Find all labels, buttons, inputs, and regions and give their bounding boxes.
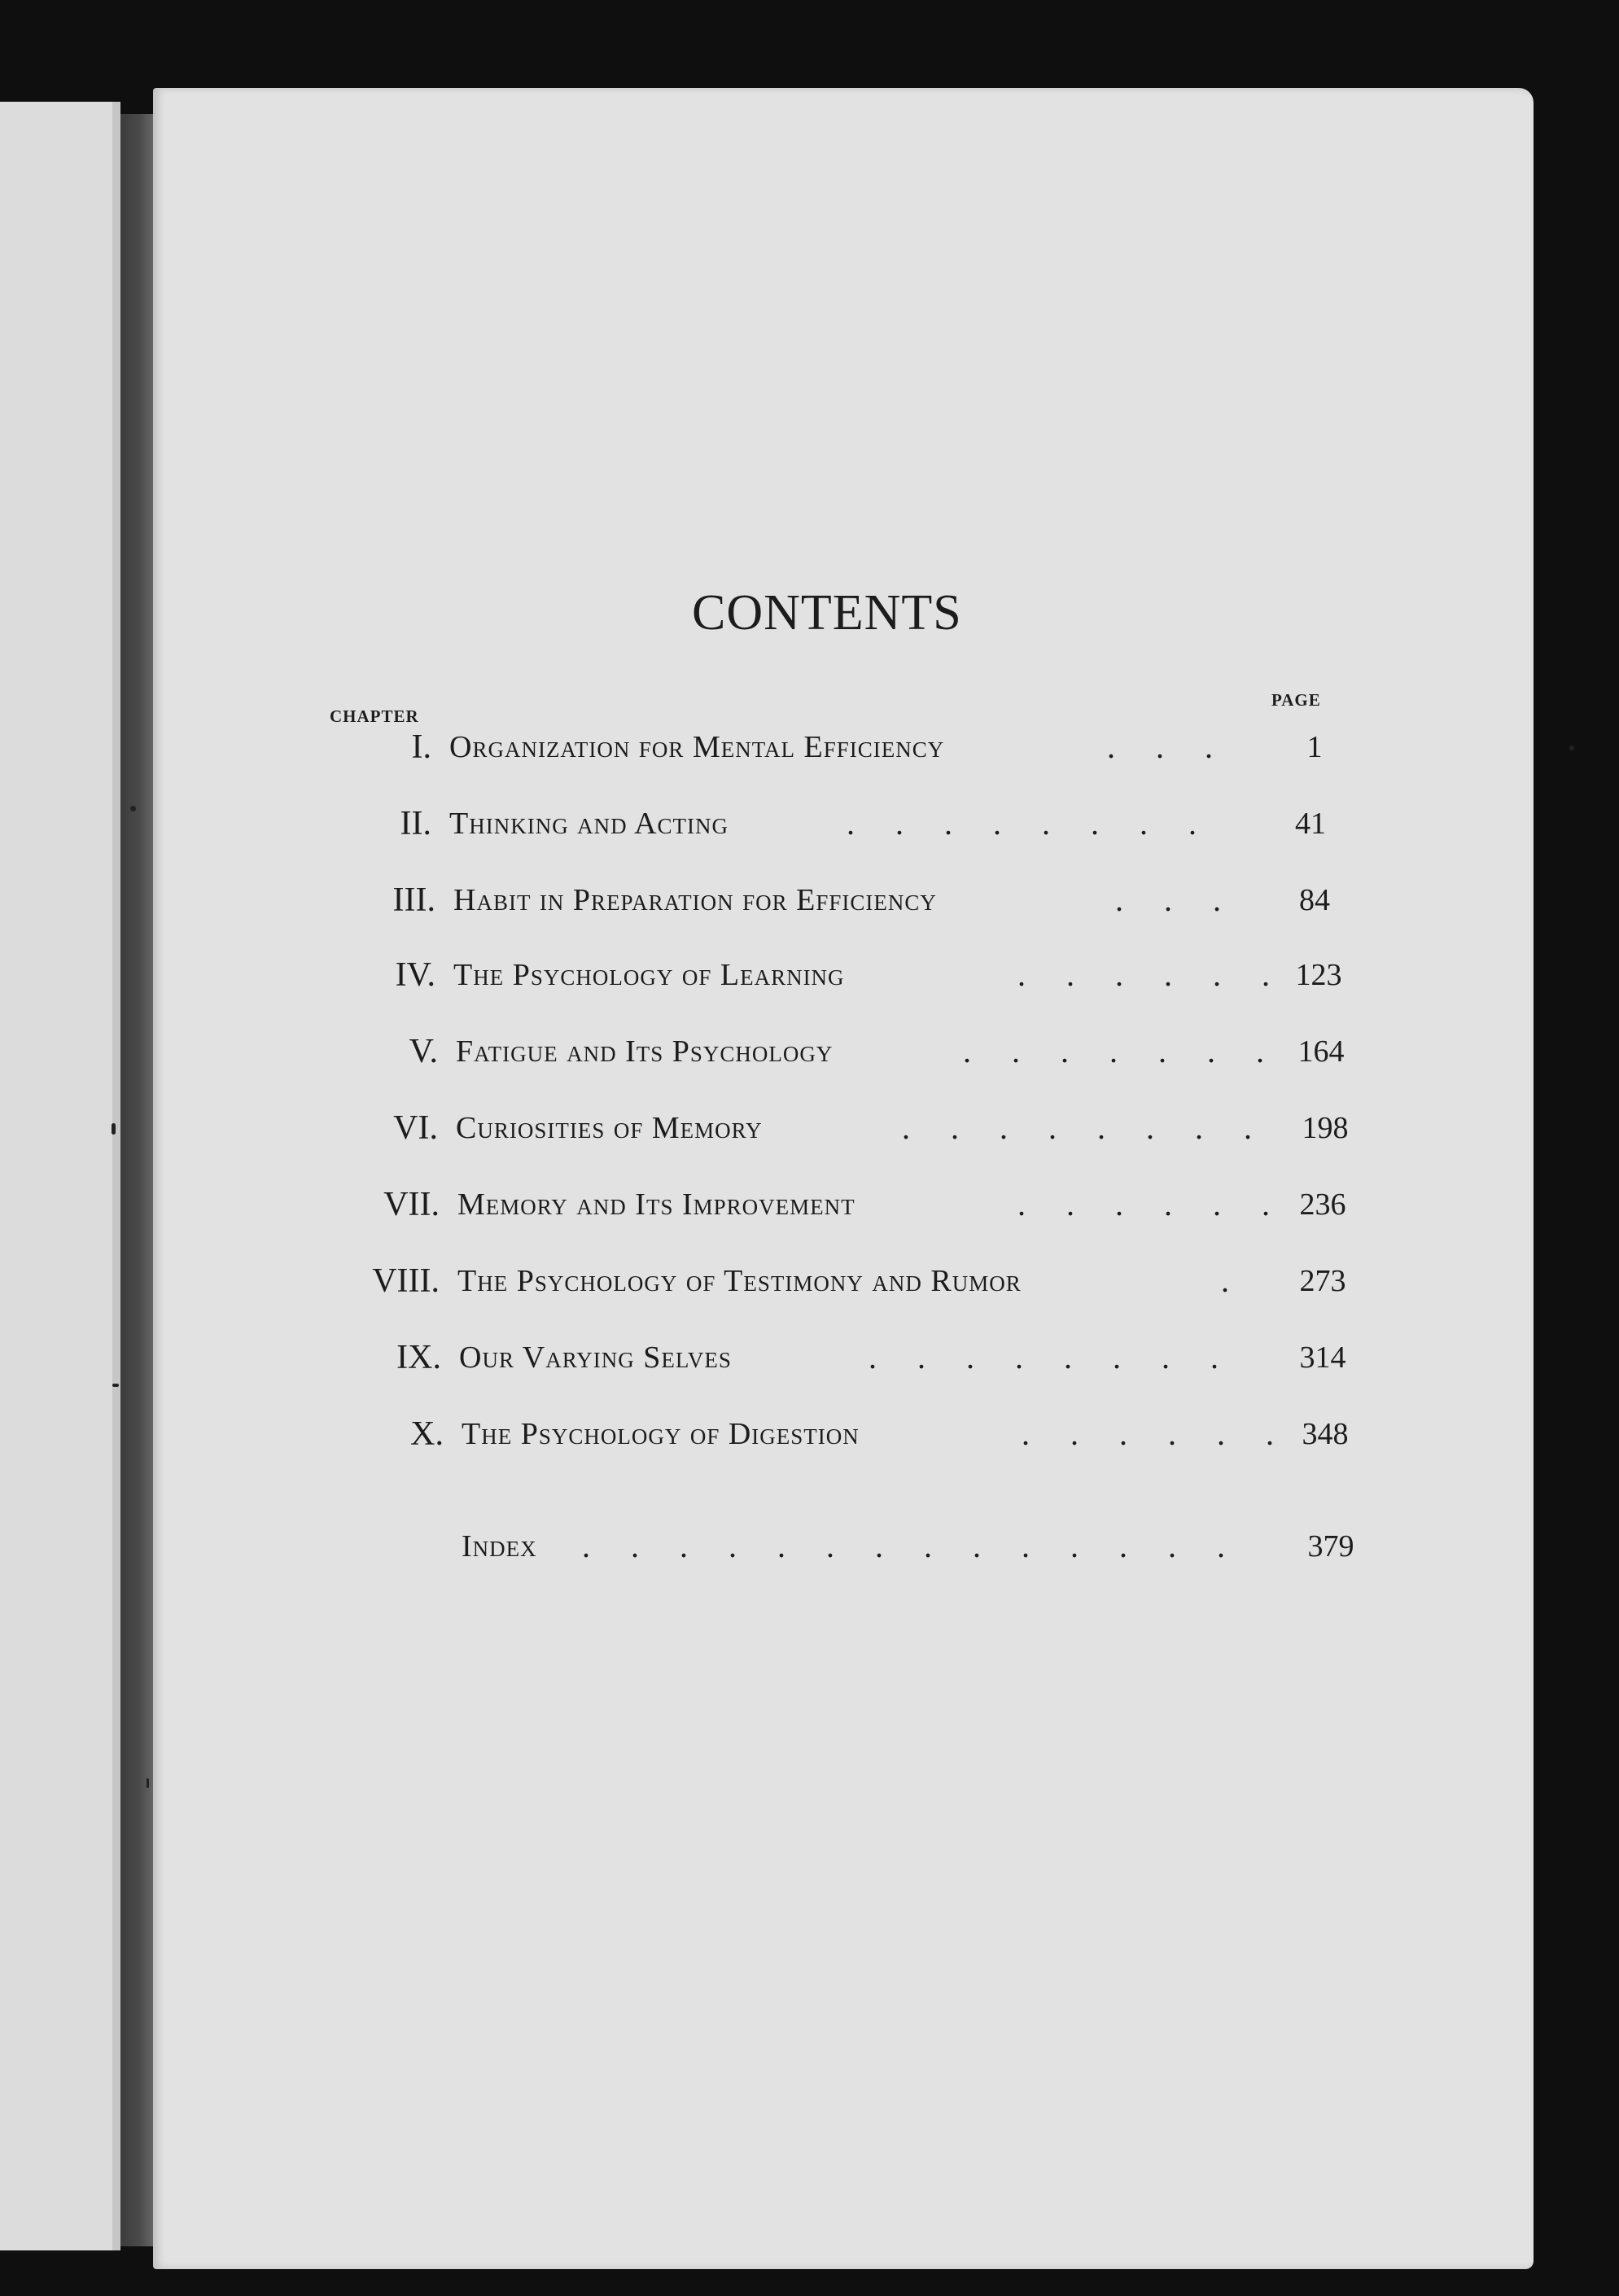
facing-page-edge	[0, 102, 120, 2250]
dot-leader: . . . . . . . . . . . . . .	[582, 1528, 1241, 1564]
toc-entry	[334, 1258, 1367, 1304]
chapter-title: Thinking and Acting	[449, 807, 729, 841]
page-number: 314	[1299, 1340, 1346, 1375]
chapter-number: V.	[409, 1033, 438, 1070]
page-number: 273	[1299, 1264, 1346, 1298]
dot-leader: . . . . . .	[1022, 1415, 1290, 1452]
page-number: 348	[1302, 1417, 1349, 1451]
dot-leader: . . . . . . .	[963, 1033, 1280, 1069]
chapter-number: X.	[410, 1415, 444, 1453]
dot-leader: . . . . . . . .	[902, 1109, 1268, 1146]
toc-entry	[326, 724, 1351, 770]
dot-leader: . . .	[1107, 728, 1229, 765]
chapter-number: II.	[400, 805, 431, 842]
toc-entry	[335, 1335, 1369, 1380]
toc-entry	[330, 952, 1359, 998]
chapter-column-header: CHAPTER	[330, 706, 419, 726]
page-number: 1	[1306, 730, 1323, 764]
chapter-number: I.	[411, 728, 431, 766]
chapter-title: Curiosities of Memory	[456, 1111, 763, 1145]
book-page	[153, 88, 1534, 2269]
toc-entry	[338, 1411, 1376, 1457]
toc-entry	[332, 1105, 1366, 1151]
toc-index-entry	[338, 1524, 1380, 1569]
dot-leader: . . . . . .	[1017, 1186, 1286, 1222]
chapter-number: VI.	[393, 1109, 438, 1147]
page-number: 164	[1297, 1034, 1345, 1069]
contents-title: CONTENTS	[692, 585, 962, 641]
toc-entry	[332, 1029, 1362, 1074]
gutter-speck	[147, 1778, 149, 1788]
chapter-title: Fatigue and Its Psychology	[456, 1034, 834, 1069]
page-number: 84	[1299, 883, 1330, 917]
chapter-title: The Psychology of Digestion	[462, 1417, 860, 1451]
page-number: 123	[1295, 958, 1342, 992]
page-speck	[1569, 746, 1574, 750]
chapter-title: Our Varying Selves	[459, 1340, 732, 1375]
dot-leader: . . . . . . . .	[869, 1339, 1235, 1375]
chapter-title: Habit in Preparation for Efficiency	[453, 883, 937, 917]
page-number: 41	[1295, 807, 1326, 841]
gutter-speck	[130, 806, 136, 811]
page-number: 198	[1302, 1111, 1349, 1145]
chapter-title: The Psychology of Learning	[453, 958, 845, 992]
toc-entry	[334, 1182, 1367, 1227]
page-number: 379	[1307, 1529, 1354, 1563]
dot-leader: . . . . . . . .	[847, 805, 1213, 842]
chapter-number: IX.	[396, 1339, 441, 1376]
page-number: 236	[1299, 1187, 1346, 1222]
toc-entry	[326, 801, 1351, 846]
gutter-speck	[112, 1123, 116, 1135]
gutter-speck	[112, 1384, 119, 1387]
dot-leader: .	[1221, 1262, 1245, 1299]
dot-leader: . . . . . .	[1017, 956, 1286, 993]
dot-leader: . . .	[1115, 881, 1237, 918]
chapter-number: VIII.	[372, 1262, 440, 1300]
page-column-header: PAGE	[1271, 690, 1321, 710]
chapter-number: IV.	[395, 956, 435, 994]
index-title: Index	[462, 1529, 537, 1563]
chapter-title: Memory and Its Improvement	[457, 1187, 855, 1222]
toc-entry	[330, 877, 1355, 923]
chapter-number: VII.	[383, 1186, 440, 1223]
chapter-title: The Psychology of Testimony and Rumor	[457, 1264, 1022, 1298]
chapter-title: Organization for Mental Efficiency	[449, 730, 945, 764]
chapter-number: III.	[392, 881, 435, 919]
